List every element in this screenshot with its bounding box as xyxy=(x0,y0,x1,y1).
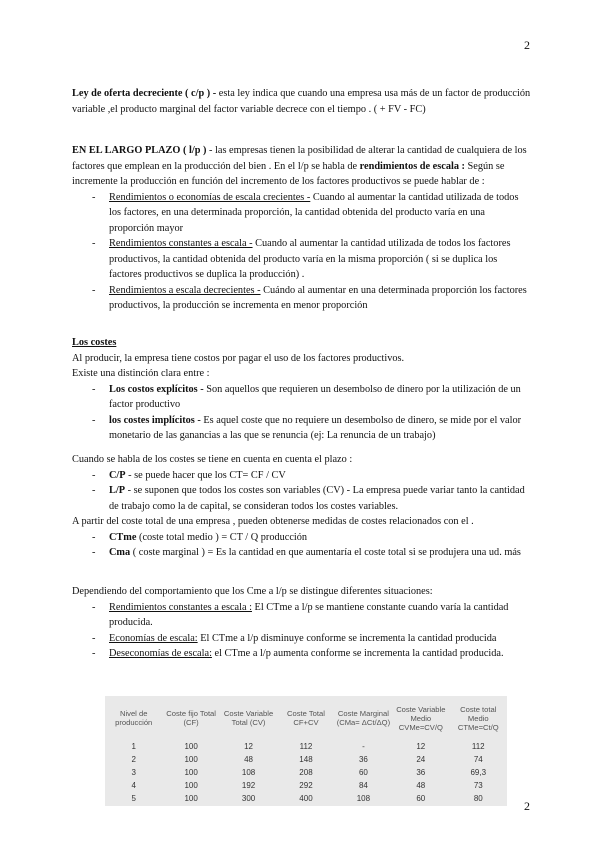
largo-plazo-title: EN EL LARGO PLAZO ( l/p ) xyxy=(72,145,207,156)
table-header: Coste fijo Total (CF) xyxy=(166,709,216,727)
list-item xyxy=(72,600,532,631)
list-item xyxy=(72,545,532,561)
table-header: Coste Variable Medio CVMe=CV/Q xyxy=(396,704,446,732)
table-cell: 69,3 xyxy=(470,768,487,777)
table-row xyxy=(105,779,507,792)
list-item-term: L/P xyxy=(109,485,126,496)
table-cell: 5 xyxy=(131,794,136,803)
plazo-after: A partir del coste total de una empresa , pueden obtenerse medidas de costes relacionados con el . xyxy=(72,516,474,527)
list-item-text: - se suponen que todos los costes son variables (CV) - La empresa puede variar tanto la cantidad de trabajo como la de capital, se consideran todos los costes variables. xyxy=(109,485,525,512)
largo-plazo-body-2: Según se incremente la producción en función del incremento de los factores productivos se puede hablar de : xyxy=(72,160,505,187)
costes-heading: Los costes xyxy=(72,337,117,348)
list-item-text: ( coste marginal ) = Es la cantidad en que aumentaría el coste total si se produjera una ud. más xyxy=(130,547,521,558)
measures-list xyxy=(72,530,532,561)
table-header-row xyxy=(105,696,507,740)
table-cell: 48 xyxy=(244,755,253,764)
table-cell: 100 xyxy=(184,742,198,751)
list-item-term: Rendimientos a escala decrecientes - xyxy=(109,284,261,296)
list-item-text: Es aquel coste que no requiere un desembolso de dinero, se mide por el valor monetario de las ganancias a las que se renuncia (ej: La renuncia de un trabajo) xyxy=(109,414,522,441)
table-cell: 36 xyxy=(416,768,426,777)
list-item-text: Cuando al aumentar la cantidad utilizada de todos los factores productivos, la cantidad obtenida del producto varía en la misma proporción ( si se duplica los factores productivos se duplica la producción) . xyxy=(109,238,511,280)
table-cell: 108 xyxy=(356,794,371,803)
table-cell: 100 xyxy=(184,794,198,803)
list-item-term: Los costos explícitos - xyxy=(109,383,204,395)
costes-section xyxy=(72,335,532,444)
oferta-paragraph xyxy=(72,86,532,117)
table-header: Coste Variable Total (CV) xyxy=(223,709,274,727)
returns-list xyxy=(72,190,532,314)
production-cost-table xyxy=(105,696,507,806)
table-cell: 60 xyxy=(358,768,368,777)
list-item-term: los costes implícitos - xyxy=(109,414,201,426)
table-header: Coste Marginal (CMa= ΔCt/ΔQ) xyxy=(336,709,391,727)
table-cell: 74 xyxy=(473,755,483,764)
list-item-text: El CTme a l/p disminuye conforme se incrementa la cantidad producida xyxy=(197,632,497,644)
list-item xyxy=(72,283,532,314)
table-row xyxy=(105,740,507,753)
list-item-term: Economías de escala: xyxy=(109,632,198,644)
table-cell: 36 xyxy=(358,755,368,764)
list-item-text: - se puede hacer que los CT= CF / CV xyxy=(125,469,286,481)
list-item-text: el CTme a l/p aumenta conforme se incrementa la cantidad producida. xyxy=(211,648,504,659)
table-cell: 84 xyxy=(358,781,368,790)
table-cell: 100 xyxy=(184,768,198,777)
table-cell: 80 xyxy=(473,794,483,803)
list-item xyxy=(72,468,532,484)
table-cell: 400 xyxy=(299,794,313,803)
list-item-term: Deseconomías de escala: xyxy=(109,648,212,659)
table-cell: 12 xyxy=(244,742,253,751)
table-cell: 112 xyxy=(299,742,313,751)
table-cell: 192 xyxy=(241,781,256,790)
list-item xyxy=(72,483,532,514)
table-header: Nivel de producción xyxy=(115,709,153,727)
list-item-text: (coste total medio ) = CT / Q producción xyxy=(136,531,308,543)
list-item-text: El CTme a l/p se mantiene constante cuando varía la cantidad producida. xyxy=(109,601,509,628)
table-row xyxy=(105,792,507,805)
list-item-term: CTme xyxy=(109,531,137,543)
table-cell: - xyxy=(362,742,365,751)
table-cell: 108 xyxy=(241,768,256,777)
list-item-text: Cuando al aumentar la cantidad utilizada de todos los factores, en una determinada proporción, la cantidad obtenida del producto varía en una proporción mayor xyxy=(109,191,519,234)
largo-plazo-section xyxy=(72,143,532,314)
page-number-bottom: 2 xyxy=(524,799,530,813)
table-cell: 2 xyxy=(131,755,136,764)
list-item xyxy=(72,530,532,546)
table-cell: 300 xyxy=(241,794,256,803)
list-item-term: Rendimientos constantes a escala : xyxy=(109,601,252,613)
table-cell: 73 xyxy=(473,781,483,790)
table-cell: 208 xyxy=(299,768,313,777)
list-item xyxy=(72,382,532,413)
list-item-text: Cuándo al aumentar en una determinada proporción los factores productivos, la producción se incrementa en menor proporción xyxy=(109,284,527,311)
rendimientos-term: rendimientos de escala : xyxy=(359,160,465,172)
table-header: Coste total Medio CTMe=Ct/Q xyxy=(457,704,499,732)
table-cell: 24 xyxy=(416,755,426,764)
table-cell: 292 xyxy=(299,781,313,790)
table-row xyxy=(105,766,507,779)
table-cell: 48 xyxy=(416,781,426,790)
table-row xyxy=(105,753,507,766)
table-cell: 12 xyxy=(416,742,426,751)
largo-plazo-body: - las empresas tienen la posibilidad de alterar la cantidad de cualquiera de los factores que emplean en la producción del bien . En el l/p se habla de xyxy=(72,145,527,172)
list-item xyxy=(72,190,532,237)
list-item-text: Son aquellos que requieren un desembolso de dinero por la utilización de un factor productivo xyxy=(109,383,521,410)
list-item-term: Rendimientos o economías de escala crecientes - xyxy=(109,191,311,203)
list-item xyxy=(72,413,532,444)
list-item xyxy=(72,646,532,662)
table-cell: 112 xyxy=(471,742,485,751)
largo-plazo-paragraph xyxy=(72,143,532,190)
comportamiento-list xyxy=(72,600,532,662)
costes-intro-2: Existe una distinción clara entre : xyxy=(72,368,210,379)
table-cell: 1 xyxy=(131,742,136,751)
list-item-term: C/P xyxy=(109,469,126,481)
plazo-list xyxy=(72,468,532,515)
oferta-title: Ley de oferta decreciente ( c/p ) - xyxy=(72,88,217,99)
costes-intro-1: Al producir, la empresa tiene costos por pagar el uso de los factores productivos. xyxy=(72,352,405,364)
page-number-top: 2 xyxy=(524,38,530,52)
table-cell: 148 xyxy=(299,755,313,764)
comportamiento-intro: Dependiendo del comportamiento que los Cme a l/p se distingue diferentes situaciones: xyxy=(72,586,433,597)
table-cell: 60 xyxy=(416,794,426,803)
table-cell: 3 xyxy=(131,768,136,777)
plazo-section xyxy=(72,452,532,561)
table-cell: 100 xyxy=(184,755,198,764)
costes-list xyxy=(72,382,532,444)
comportamiento-section xyxy=(72,584,532,662)
list-item xyxy=(72,631,532,647)
list-item-term: Cma xyxy=(109,547,131,558)
list-item xyxy=(72,236,532,283)
table-cell: 4 xyxy=(131,781,136,790)
table-header: Coste Total CF+CV xyxy=(287,709,325,727)
list-item-term: Rendimientos constantes a escala - xyxy=(109,238,253,249)
table-cell: 100 xyxy=(184,781,198,790)
plazo-intro: Cuando se habla de los costes se tiene en cuenta en cuenta el plazo : xyxy=(72,454,353,465)
oferta-body: esta ley indica que cuando una empresa usa más de un factor de producción variable ,el producto marginal del factor variable decrece con el tiempo . ( + FV - FC) xyxy=(72,88,531,115)
